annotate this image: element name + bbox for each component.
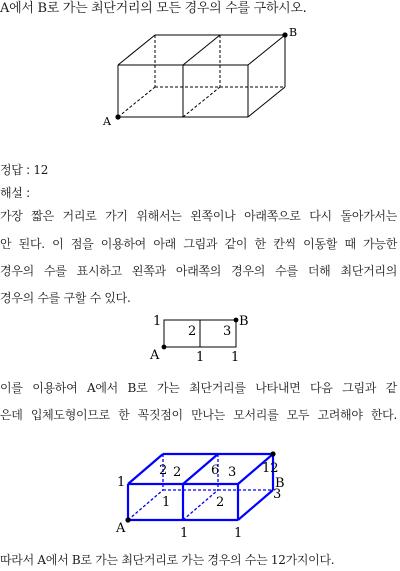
explanation-line-1: 가장 짧은 거리로 가기 위해서는 왼쪽이나 아래쪽으로 다시 돌아가서는 (0, 209, 397, 223)
explanation-line-6: 은데 입체도형이므로 한 꼭짓점이 만나는 모서리를 모두 고려해야 한다. (0, 408, 397, 422)
fig1-label-a: A (103, 115, 111, 128)
fig2-label-a: A (150, 348, 160, 363)
answer-line (0, 161, 400, 179)
fig3-inner-2: 2 (216, 495, 225, 510)
fig2-cell-3: 3 (223, 324, 232, 339)
fig3-front-3: 3 (228, 465, 237, 480)
fig3-top-2: 2 (159, 463, 168, 478)
fig3-right-3: 3 (273, 487, 282, 502)
conclusion-line: 따라서 A에서 B로 가는 최단거리로 가는 경우의 수는 12가지이다. (0, 553, 335, 567)
fig3-top-12: 12 (262, 461, 279, 476)
fig3-front-2: 2 (173, 465, 182, 480)
fig2-bottom-2: 1 (231, 350, 240, 365)
fig3-label-a: A (116, 521, 126, 536)
fig3-bottom-1a: 1 (180, 526, 189, 541)
explanation-line-4: 경우의 수를 구할 수 있다. (0, 291, 131, 305)
answer-value: 12 (33, 163, 49, 177)
fig2-label-b: B (239, 314, 249, 329)
fig3-label-b: B (275, 476, 285, 491)
question-text: A에서 B로 가는 최단거리의 모든 경우의 수를 구하시오. (0, 1, 307, 16)
explanation-line-3: 경우의 수를 표시하고 왼쪽과 아래쪽의 경우의 수를 더해 최단거리의 (0, 264, 397, 278)
fig1-label-b: B (289, 26, 298, 39)
explanation-line-5: 이를 이용하여 A에서 B로 가는 최단거리를 나타내면 다음 그림과 같 (0, 381, 397, 395)
fig2-left-count: 1 (153, 314, 162, 329)
fig3-inner-1: 1 (162, 495, 171, 510)
fig3-top-6: 6 (211, 463, 220, 478)
point-b-label: B (37, 1, 47, 16)
fig2-cell-2: 2 (188, 324, 197, 339)
point-a-label: A (0, 1, 10, 16)
fig3-bottom-1b: 1 (234, 526, 243, 541)
answer-label: 정답 : (0, 163, 34, 177)
fig3-left-1: 1 (117, 475, 126, 490)
fig2-bottom-1: 1 (196, 350, 205, 365)
explanation-line-2: 안 된다. 이 점을 이용하여 아래 그림과 같이 한 칸씩 이동할 때 가능한 (0, 237, 397, 251)
explanation-label: 해설 : (0, 186, 30, 200)
